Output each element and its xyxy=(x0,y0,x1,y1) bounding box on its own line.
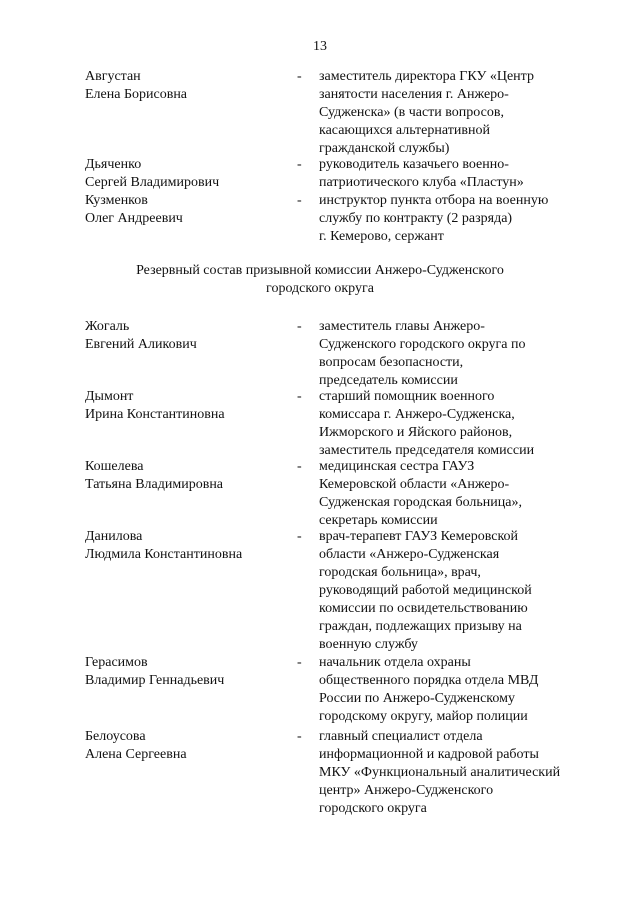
dash-separator: - xyxy=(297,459,302,474)
dash-separator: - xyxy=(297,319,302,334)
dash-separator: - xyxy=(297,389,302,404)
dash-separator: - xyxy=(297,729,302,744)
member-role: заместитель главы Анжеро- Судженского городского округа по вопросам безопасности, председатель комиссии xyxy=(319,319,526,388)
member-name: Августан Елена Борисовна xyxy=(85,69,188,102)
member-name: Белоусова Алена Сергеевна xyxy=(85,729,187,762)
dash-separator: - xyxy=(297,69,302,84)
member-row xyxy=(85,654,585,728)
member-name: Кузменков Олег Андреевич xyxy=(85,193,183,226)
member-row xyxy=(85,388,585,458)
dash-separator: - xyxy=(297,529,302,544)
member-role: медицинская сестра ГАУЗ Кемеровской области «Анжеро- Судженская городская больница», секретарь комиссии xyxy=(319,459,522,528)
member-role: инструктор пункта отбора на военную службу по контракту (2 разряда) г. Кемерово, сержант xyxy=(319,193,549,244)
dash-separator: - xyxy=(297,193,302,208)
dash-separator: - xyxy=(297,157,302,172)
member-role: старший помощник военного комиссара г. Анжеро-Судженска, Ижморского и Яйского районов, заместитель председателя комиссии xyxy=(319,389,535,458)
members-reserve-list xyxy=(85,318,585,818)
member-role: руководитель казачьего военно- патриотического клуба «Пластун» xyxy=(319,157,524,190)
member-row xyxy=(85,528,585,654)
member-role: заместитель директора ГКУ «Центр занятости населения г. Анжеро- Судженска» (в части вопросов, касающихся альтернативной гражданской службы) xyxy=(319,69,534,156)
page-number: 13 xyxy=(313,39,327,54)
member-name: Герасимов Владимир Геннадьевич xyxy=(85,655,225,688)
members-top-list xyxy=(85,68,585,246)
dash-separator: - xyxy=(297,655,302,670)
member-row xyxy=(85,458,585,528)
member-name: Кошелева Татьяна Владимировна xyxy=(85,459,224,492)
member-row xyxy=(85,728,585,818)
member-role: начальник отдела охраны общественного порядка отдела МВД России по Анжеро-Судженскому городскому округу, майор полиции xyxy=(319,655,539,724)
member-row xyxy=(85,318,585,388)
member-row xyxy=(85,156,585,192)
member-name: Жогаль Евгений Аликович xyxy=(85,319,197,352)
member-name: Дымонт Ирина Константиновна xyxy=(85,389,225,422)
member-role: врач-терапевт ГАУЗ Кемеровской области «Анжеро-Судженская городская больница», врач, руководящий работой медицинской комиссии по освидетельствованию граждан, подлежащих призыву на военную службу xyxy=(319,529,532,652)
member-row xyxy=(85,68,585,156)
member-row xyxy=(85,192,585,246)
member-name: Дьяченко Сергей Владимирович xyxy=(85,157,220,190)
member-name: Данилова Людмила Константиновна xyxy=(85,529,243,562)
section-heading: Резервный состав призывной комиссии Анжеро-Судженского городского округа xyxy=(136,263,504,296)
member-role: главный специалист отдела информационной и кадровой работы МКУ «Функциональный аналитический центр» Анжеро-Судженского городского округа xyxy=(319,729,561,816)
